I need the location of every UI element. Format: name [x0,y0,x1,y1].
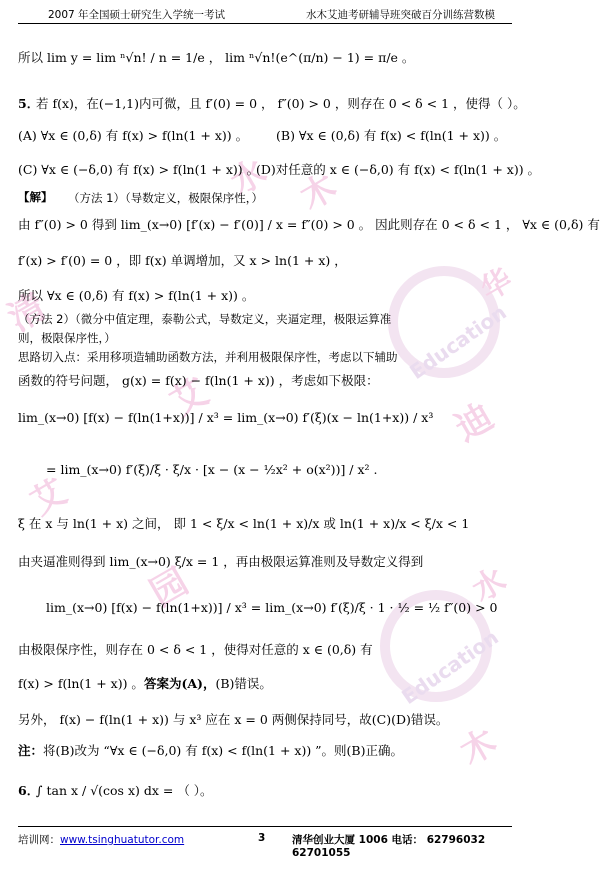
option-d: (D)对任意的 x ∈ (−δ,0) 有 f(x) < f(ln(1 + x)) 。 [256,162,541,177]
equation: = lim_(x→0) f′(ξ)/ξ · ξ/x · [x − (x − ½x² + o(x²))] / x² . [46,462,378,477]
method-1-title: （方法 1）（导数定义，极限保序性，） [68,191,263,205]
watermark-logo-text: Education [405,300,511,384]
text-line: 由夹逼准则得到 lim_(x→0) ξ/x = 1 ，再由极限运算准则及导数定义得到 [18,554,424,569]
footer-left [18,832,184,847]
header-right: 水木艾迪考研辅导班突破百分训练营数模 [306,9,495,21]
question-stem: ∫ tan x / √(cos x) dx = （ ）。 [36,783,213,798]
method-2-title: （方法 2）（微分中值定理，泰勒公式，导数定义，夹逼定理，极限运算准 [18,312,392,326]
header-left: 2007 年全国硕士研究生入学统一考试 [48,9,226,21]
text-line: 所以 lim y = lim ⁿ√n! / n = 1/e ， lim ⁿ√n!(e^(π/n) − 1) = π/e 。 [18,50,415,65]
equation: lim_(x→0) [f(x) − f(ln(1+x))] / x³ = lim_(x→0) f′(ξ)/ξ · 1 · ½ = ½ f″(0) > 0 [46,600,498,615]
equation: lim_(x→0) [f(x) − f(ln(1+x))] / x³ = lim_(x→0) f′(ξ)(x − ln(1+x)) / x³ [18,410,434,425]
question-number: 6． [18,783,40,798]
text-line: 所以 ∀x ∈ (0,δ) 有 f(x) > f(ln(1 + x)) 。 [18,288,255,303]
inline-text: (B)错误。 [215,676,272,691]
text-line: 由极限保序性，则存在 0 < δ < 1 ，使得对任意的 x ∈ (0,δ) 有 [18,642,373,657]
watermark-char: 水 [465,560,513,610]
answer: 答案为(A)， [143,676,216,691]
watermark-char: 木 [454,721,504,774]
option-b: (B) ∀x ∈ (0,δ) 有 f(x) < f(ln(1 + x)) 。 [276,128,507,143]
watermark-char: 迪 [448,396,501,450]
page-number: 3 [258,832,266,844]
method-2-title: 则，极限保序性，） [18,331,116,345]
watermark-char: 清 [1,286,54,340]
text-line [18,741,403,759]
footer-label: 培训网： [18,834,60,846]
question-number: 5． [18,96,40,111]
solution-label: 【解】 [18,190,53,204]
watermark-char: 园 [143,561,196,615]
watermark-char: 艾 [24,471,74,524]
watermark-char: 艾 [163,371,216,425]
text-line [18,674,272,692]
text-line: ξ 在 x 与 ln(1 + x) 之间， 即 1 < ξ/x < ln(1 + x)/x 或 ln(1 + x)/x < ξ/x < 1 [18,516,470,531]
watermark-char: 华 [475,262,519,308]
option-a: (A) ∀x ∈ (0,δ) 有 f(x) > f(ln(1 + x)) 。 [18,128,249,143]
text-line: f′(x) > f′(0) = 0 ，即 f(x) 单调增加，又 x > ln(1 + x) ， [18,253,347,268]
question-stem: 若 f(x)，在(−1,1)内可微，且 f′(0) = 0 ， f″(0) > 0 ，则存在 0 < δ < 1 ，使得（ ）。 [36,96,526,111]
text-line: 函数的符号问题， g(x) = f(x) − f(ln(1 + x)) ，考虑如下极限： [18,373,379,388]
note-text: 将(B)改为 “∀x ∈ (−δ,0) 有 f(x) < f(ln(1 + x)) ”。则(B)正确。 [43,743,403,758]
note-label: 注： [18,743,44,758]
inline-math: f(x) > f(ln(1 + x)) 。 [18,676,144,691]
text-line: 思路切入点：采用移项造辅助函数方法，并利用极限保序性，考虑以下辅助 [18,350,398,364]
text-line: 另外， f(x) − f(ln(1 + x)) 与 x³ 应在 x = 0 两侧保持同号，故(C)(D)错误。 [18,712,449,727]
text-line: 由 f″(0) > 0 得到 lim_(x→0) [f′(x) − f′(0)] / x = f″(0) > 0 。 因此则存在 0 < δ < 1 ， ∀x ∈ (0,δ) 有 [18,217,600,232]
footer-contact: 清华创业大厦 1006 电话： 62796032 62701055 [292,834,486,859]
watermark-logo-text: Education [397,625,503,709]
footer-url-link[interactable]: www.tsinghuatutor.com [60,834,185,846]
watermark-char: 水 [224,151,274,204]
watermark-char: 木 [294,166,344,219]
option-c: (C) ∀x ∈ (−δ,0) 有 f(x) > f(ln(1 + x)) 。 [18,162,260,177]
